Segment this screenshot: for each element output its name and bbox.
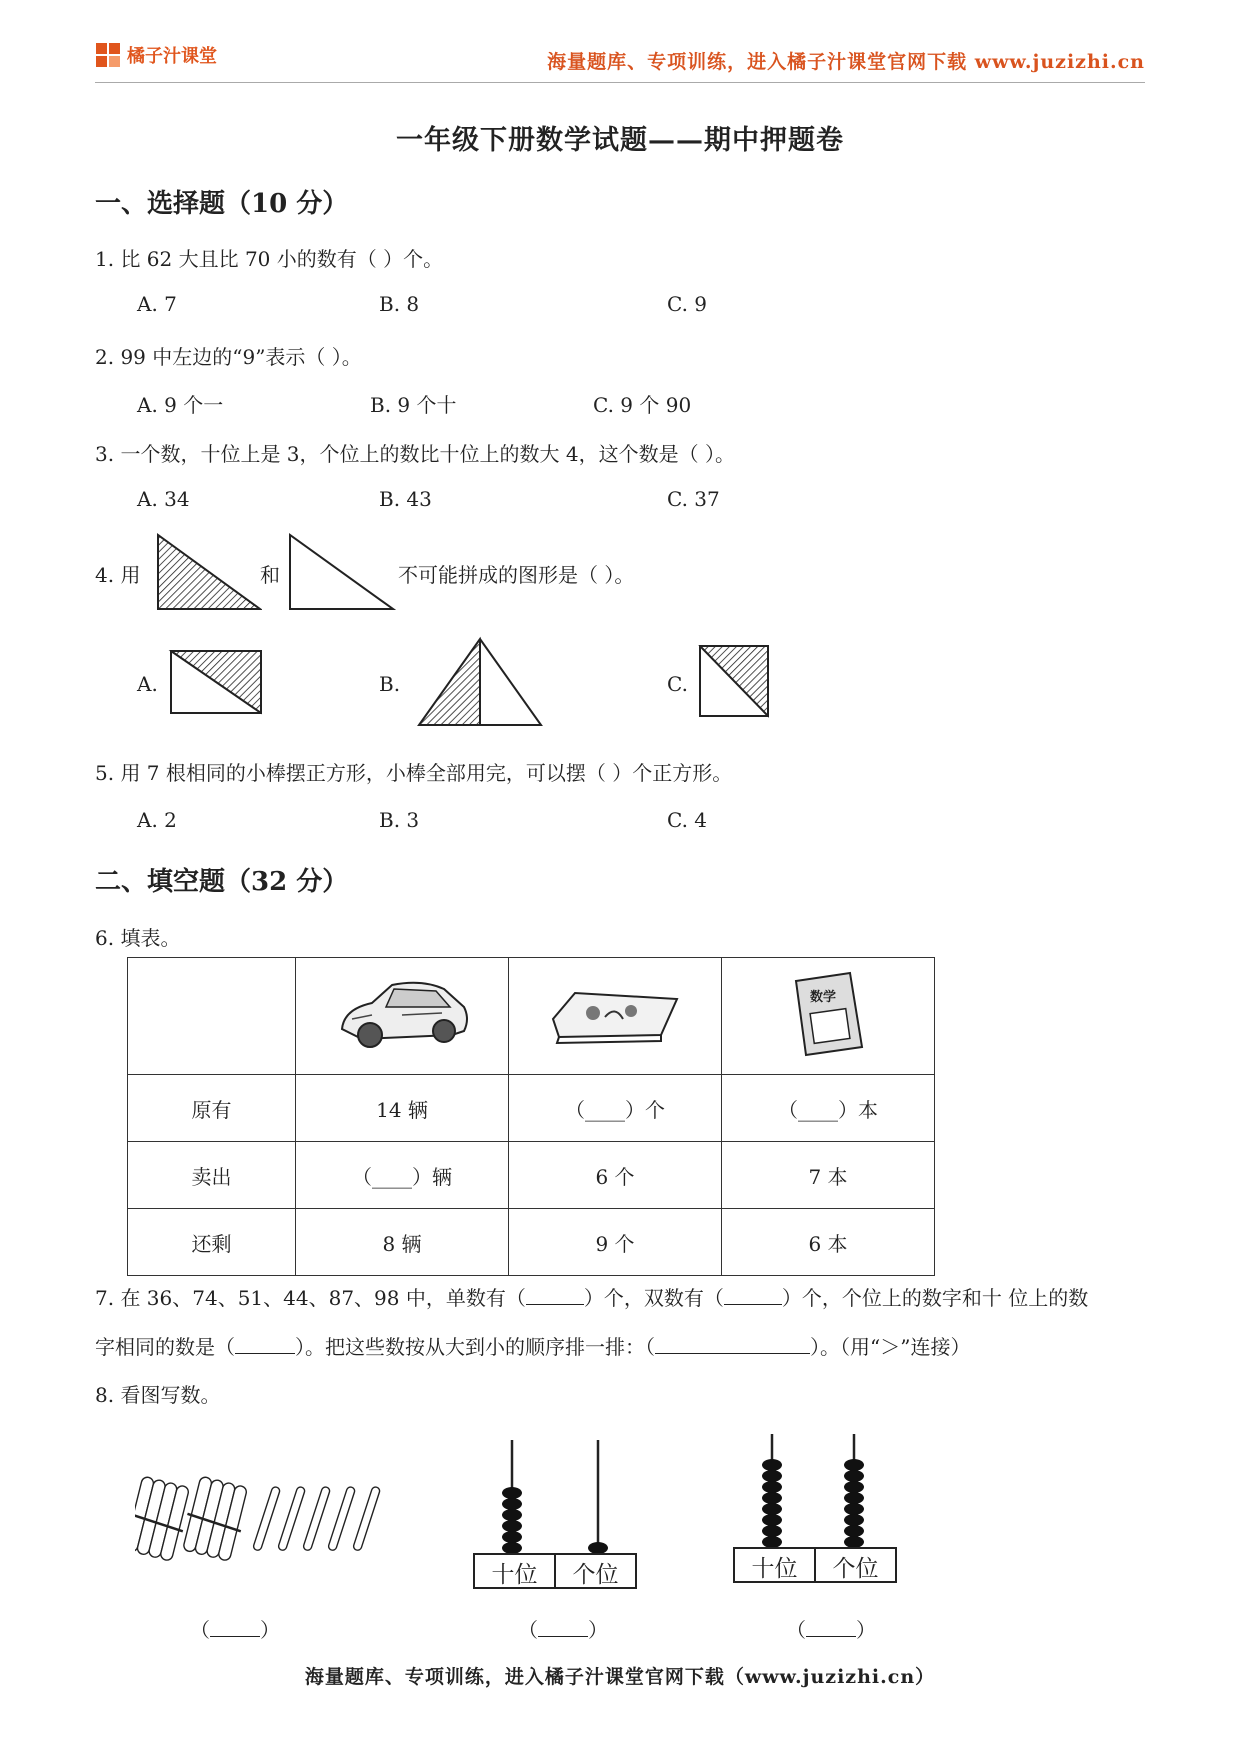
question-3: 3. 一个数，十位上是 3，个位上的数比十位上的数大 4，这个数是（ ）。	[95, 442, 735, 466]
row-label-sold: 卖出	[128, 1142, 296, 1209]
abacus-2-ones-label: 个位	[832, 1556, 879, 1582]
q7-blank-even[interactable]	[724, 1286, 782, 1305]
car-icon	[296, 958, 509, 1075]
q7-blank-odd[interactable]	[526, 1286, 584, 1305]
question-7-line-2	[95, 1331, 970, 1360]
q7-text-2a: 字相同的数是（	[95, 1335, 235, 1359]
q7-text-2c: ）。（用“＞”连接）	[810, 1335, 971, 1359]
cell-original-cars: 14 辆	[296, 1075, 509, 1142]
q8-answer-3	[786, 1614, 876, 1643]
question-1: 1. 比 62 大且比 70 小的数有（ ）个。	[95, 247, 444, 271]
q8-blank-3[interactable]	[806, 1618, 856, 1637]
stick-bundles-icon	[135, 1470, 415, 1570]
cell-left-books: 6 本	[722, 1209, 935, 1276]
q8-answer-2	[518, 1614, 608, 1643]
q8-answer-1-close: ）	[260, 1618, 280, 1642]
q3-option-b: B. 43	[379, 487, 432, 511]
math-book-icon	[722, 958, 935, 1075]
cell-sold-cars: （____）辆	[296, 1142, 509, 1209]
q5-option-c: C. 4	[667, 808, 708, 832]
question-4-suffix: 不可能拼成的图形是（ ）。	[398, 563, 635, 587]
q7-text-1b: ）个，双数有（	[583, 1286, 724, 1310]
q4-option-c: C.	[667, 672, 688, 696]
brand-name: 橘子汁课堂	[127, 46, 217, 67]
q2-option-c: C. 9 个 90	[593, 393, 692, 417]
q4-option-a: A.	[137, 672, 158, 696]
header-tagline: 海量题库、专项训练，进入橘子汁课堂官网下载 www.juzizhi.cn	[547, 51, 1145, 73]
q8-answer-1	[190, 1614, 280, 1643]
pencil-case-icon	[509, 958, 722, 1075]
option-b-triangle-icon	[416, 636, 544, 728]
cell-original-books: （____）本	[722, 1075, 935, 1142]
q8-answer-2-open: （	[518, 1618, 538, 1642]
option-c-square-icon	[697, 643, 771, 719]
page-title: 一年级下册数学试题——期中押题卷	[396, 125, 844, 156]
q7-blank-same-digit[interactable]	[235, 1335, 295, 1354]
cell-left-cars: 8 辆	[296, 1209, 509, 1276]
q8-answer-1-open: （	[190, 1618, 210, 1642]
page-footer: 海量题库、专项训练，进入橘子汁课堂官网下载（www.juzizhi.cn）	[304, 1666, 936, 1688]
option-a-rectangle-icon	[168, 648, 264, 716]
q3-option-c: C. 37	[667, 487, 720, 511]
table-corner-cell	[128, 958, 296, 1075]
q7-text-1c: ）个，个位上的数字和十 位上的数	[781, 1286, 1089, 1310]
cell-sold-cases: 6 个	[509, 1142, 722, 1209]
cell-original-cases: （____）个	[509, 1075, 722, 1142]
q5-option-a: A. 2	[137, 808, 177, 832]
q1-option-b: B. 8	[379, 292, 420, 316]
svg-text:数学: 数学	[810, 989, 837, 1005]
q7-blank-order[interactable]	[655, 1335, 810, 1354]
section-heading-choice: 一、选择题（10 分）	[95, 189, 349, 219]
q4-option-b: B.	[379, 672, 401, 696]
logo-icon	[95, 42, 121, 68]
q1-option-c: C. 9	[667, 292, 708, 316]
fill-table	[127, 957, 935, 1276]
row-label-original: 原有	[128, 1075, 296, 1142]
q8-blank-2[interactable]	[538, 1618, 588, 1637]
q2-option-a: A. 9 个一	[137, 393, 224, 417]
abacus-1-tens-label: 十位	[491, 1562, 538, 1588]
header-divider	[95, 82, 1145, 83]
cell-left-cases: 9 个	[509, 1209, 722, 1276]
question-4-prefix: 4. 用	[95, 563, 141, 587]
abacus-2-tens-label: 十位	[751, 1556, 798, 1582]
header-logo	[95, 42, 217, 68]
question-7-line-1	[95, 1282, 1088, 1311]
question-5: 5. 用 7 根相同的小棒摆正方形，小棒全部用完，可以摆（ ）个正方形。	[95, 761, 733, 785]
q5-option-b: B. 3	[379, 808, 420, 832]
q8-answer-2-close: ）	[588, 1618, 608, 1642]
q7-text-2b: ）。把这些数按从大到小的顺序排一排：（	[295, 1335, 655, 1359]
section-heading-fill: 二、填空题（32 分）	[95, 867, 349, 897]
q1-option-a: A. 7	[137, 292, 177, 316]
question-4-and: 和	[260, 563, 280, 587]
q7-text-1a: 7. 在 36、74、51、44、87、98 中，单数有（	[95, 1286, 526, 1310]
question-6: 6. 填表。	[95, 926, 181, 950]
q8-blank-1[interactable]	[210, 1618, 260, 1637]
blank-triangle-icon	[288, 533, 396, 611]
question-2: 2. 99 中左边的“9”表示（ ）。	[95, 345, 362, 369]
question-8: 8. 看图写数。	[95, 1383, 221, 1407]
q3-option-a: A. 34	[137, 487, 190, 511]
q8-answer-3-close: ）	[856, 1618, 876, 1642]
abacus-1-ones-label: 个位	[572, 1562, 619, 1588]
q8-answer-3-open: （	[786, 1618, 806, 1642]
hatched-triangle-icon	[156, 533, 262, 611]
cell-sold-books: 7 本	[722, 1142, 935, 1209]
q2-option-b: B. 9 个十	[370, 393, 457, 417]
row-label-left: 还剩	[128, 1209, 296, 1276]
